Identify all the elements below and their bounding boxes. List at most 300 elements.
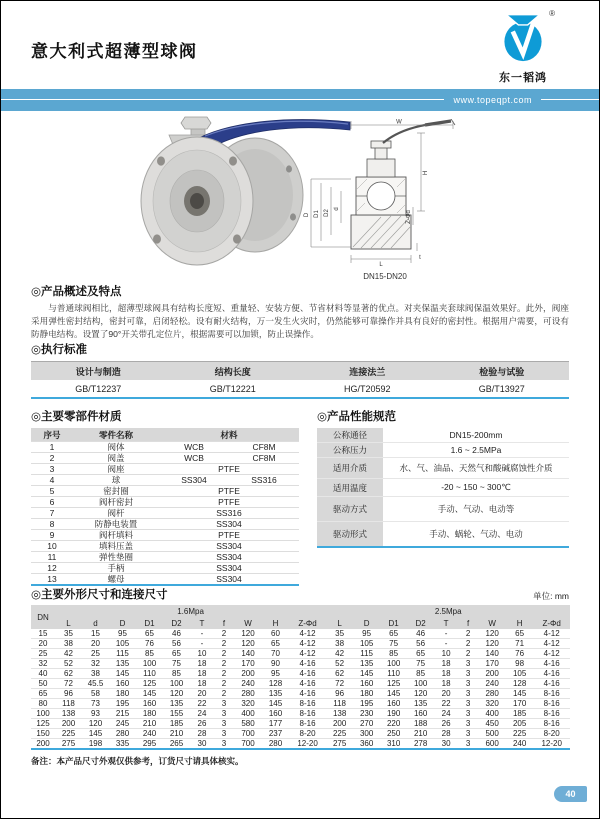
- dim-16mpa: 200: [234, 669, 262, 679]
- dim-25mpa: 12-20: [533, 739, 570, 750]
- dims-row: [31, 629, 570, 639]
- standard-value: HG/T20592: [343, 383, 391, 394]
- material-1: SS316: [159, 508, 299, 519]
- dim-25mpa: 4-16: [533, 679, 570, 689]
- dn-header: DN: [31, 605, 55, 629]
- materials-row: [31, 464, 299, 475]
- dim-25mpa: 96: [326, 689, 353, 699]
- material-1: PTFE: [159, 464, 299, 475]
- column-header: L: [326, 617, 353, 629]
- materials-row: [31, 453, 299, 464]
- dim-25mpa: 120: [478, 639, 506, 649]
- dim-25mpa: 35: [326, 629, 353, 639]
- dim-16mpa: 120: [82, 719, 109, 729]
- dim-16mpa: 2: [214, 689, 234, 699]
- materials-row: [31, 497, 299, 508]
- dim-25mpa: 138: [326, 709, 353, 719]
- dim-16mpa: 140: [234, 649, 262, 659]
- column-header: f: [458, 617, 478, 629]
- spec-label: 驱动形式: [317, 522, 383, 548]
- dn-value: 150: [31, 729, 55, 739]
- dims-row: [31, 679, 570, 689]
- dim-16mpa: 160: [262, 709, 289, 719]
- dim-25mpa: 160: [407, 709, 434, 719]
- spec-label: 适用温度: [317, 479, 383, 497]
- dim-25mpa: 71: [506, 639, 533, 649]
- dim-25mpa: 65: [506, 629, 533, 639]
- section-performance: [317, 408, 569, 586]
- dim-16mpa: 4-16: [289, 679, 326, 689]
- dim-25mpa: 270: [353, 719, 380, 729]
- dim-25mpa: 160: [380, 699, 407, 709]
- dn-value: 40: [31, 669, 55, 679]
- performance-row: [317, 522, 569, 548]
- dim-25mpa: 115: [353, 649, 380, 659]
- dim-25mpa: 145: [506, 689, 533, 699]
- dim-16mpa: 42: [55, 649, 82, 659]
- two-column-area: [31, 408, 569, 586]
- standard-value: GB/T13927: [478, 383, 525, 394]
- dim-16mpa: 18: [190, 679, 214, 689]
- part-name: 防静电装置: [73, 519, 159, 530]
- dim-25mpa: 400: [478, 709, 506, 719]
- dim-25mpa: 26: [434, 719, 458, 729]
- dim-16mpa: 65: [136, 629, 163, 639]
- dim-16mpa: 280: [234, 689, 262, 699]
- dim-label-d2: D2: [324, 209, 330, 217]
- column-header: D2: [163, 617, 190, 629]
- spec-label: 公称压力: [317, 443, 383, 458]
- dim-16mpa: 2: [214, 639, 234, 649]
- dim-16mpa: 45.5: [82, 679, 109, 689]
- website-link[interactable]: www.topeqpt.com: [444, 89, 541, 111]
- dim-25mpa: 65: [407, 649, 434, 659]
- dim-25mpa: 600: [478, 739, 506, 750]
- dim-16mpa: 275: [55, 739, 82, 750]
- dims-row: [31, 659, 570, 669]
- dim-16mpa: 180: [136, 709, 163, 719]
- dim-16mpa: 32: [82, 659, 109, 669]
- part-name: 阀杆填料: [73, 530, 159, 541]
- dim-16mpa: 135: [163, 699, 190, 709]
- dim-25mpa: 188: [407, 719, 434, 729]
- dim-25mpa: 310: [380, 739, 407, 750]
- standard-value: GB/T12221: [209, 383, 256, 394]
- column-header: T: [434, 617, 458, 629]
- dim-25mpa: 240: [478, 679, 506, 689]
- section-title-materials: ◎主要零部件材质: [31, 411, 122, 423]
- registered-mark: ®: [549, 9, 555, 18]
- dim-25mpa: 250: [380, 729, 407, 739]
- dimensions-header: [31, 586, 569, 602]
- dim-25mpa: 24: [434, 709, 458, 719]
- dim-16mpa: 24: [190, 709, 214, 719]
- dn-value: 80: [31, 699, 55, 709]
- spec-value: 手动、气动、电动等: [383, 497, 569, 522]
- section-overview: [31, 283, 569, 341]
- performance-row: [317, 458, 569, 479]
- website-banner: [1, 89, 599, 111]
- material-1: SS304: [159, 574, 299, 586]
- dim-16mpa: 3: [214, 739, 234, 750]
- column-header: D2: [407, 617, 434, 629]
- performance-row: [317, 497, 569, 522]
- materials-row: [31, 519, 299, 530]
- material-2: SS316: [229, 475, 299, 486]
- dn-value: 25: [31, 649, 55, 659]
- dim-16mpa: 3: [214, 699, 234, 709]
- dim-25mpa: 160: [353, 679, 380, 689]
- material-1: SS304: [159, 475, 229, 486]
- dim-25mpa: 18: [434, 659, 458, 669]
- dim-16mpa: 185: [163, 719, 190, 729]
- materials-row: [31, 475, 299, 486]
- dim-25mpa: 320: [478, 699, 506, 709]
- performance-row: [317, 428, 569, 443]
- dim-25mpa: 110: [380, 669, 407, 679]
- performance-row: [317, 479, 569, 497]
- dim-label-zfd: Z-Φd: [406, 210, 412, 224]
- dim-16mpa: 95: [109, 629, 136, 639]
- part-name: 阀杆密封: [73, 497, 159, 508]
- dim-25mpa: 75: [380, 639, 407, 649]
- dim-25mpa: 8-20: [533, 729, 570, 739]
- dim-16mpa: 38: [55, 639, 82, 649]
- dim-25mpa: 135: [407, 699, 434, 709]
- dim-16mpa: 335: [109, 739, 136, 750]
- part-no: 3: [31, 464, 73, 475]
- dim-25mpa: -: [434, 639, 458, 649]
- materials-row: [31, 508, 299, 519]
- dim-25mpa: 105: [506, 669, 533, 679]
- dim-25mpa: 4-12: [533, 639, 570, 649]
- dim-label-d-outer: D: [304, 212, 310, 218]
- dim-25mpa: 100: [380, 659, 407, 669]
- dim-25mpa: 3: [458, 699, 478, 709]
- dn-value: 32: [31, 659, 55, 669]
- dim-25mpa: 225: [326, 729, 353, 739]
- dim-16mpa: 125: [136, 679, 163, 689]
- dim-25mpa: 3: [458, 729, 478, 739]
- dim-25mpa: 18: [434, 679, 458, 689]
- dim-25mpa: 2: [458, 629, 478, 639]
- dim-25mpa: 450: [478, 719, 506, 729]
- dim-16mpa: 320: [234, 699, 262, 709]
- materials-row: [31, 530, 299, 541]
- dim-16mpa: 8-16: [289, 709, 326, 719]
- dim-25mpa: 8-16: [533, 689, 570, 699]
- dim-25mpa: 120: [407, 689, 434, 699]
- dims-row: [31, 639, 570, 649]
- unit-label: 单位: mm: [533, 591, 569, 601]
- column-header: Z-Φd: [533, 617, 570, 629]
- dim-label-l: L: [379, 262, 383, 267]
- column-header: T: [190, 617, 214, 629]
- dim-16mpa: 18: [190, 659, 214, 669]
- dim-16mpa: 85: [136, 649, 163, 659]
- dim-16mpa: 180: [109, 689, 136, 699]
- dim-16mpa: 170: [234, 659, 262, 669]
- dim-16mpa: 62: [55, 669, 82, 679]
- column-header: W: [234, 617, 262, 629]
- dn-value: 200: [31, 739, 55, 750]
- dims-row: [31, 649, 570, 659]
- performance-table: [317, 428, 569, 548]
- dim-16mpa: 2: [214, 669, 234, 679]
- standards-header-row: [31, 362, 569, 381]
- dim-25mpa: 145: [353, 669, 380, 679]
- dim-25mpa: 62: [326, 669, 353, 679]
- dims-row: [31, 699, 570, 709]
- dim-25mpa: 56: [407, 639, 434, 649]
- dim-16mpa: 3: [214, 729, 234, 739]
- dn-value: 100: [31, 709, 55, 719]
- dim-16mpa: 4-16: [289, 689, 326, 699]
- dim-25mpa: 8-16: [533, 699, 570, 709]
- dim-16mpa: 58: [82, 689, 109, 699]
- dim-16mpa: 73: [82, 699, 109, 709]
- dim-25mpa: 20: [434, 689, 458, 699]
- spec-label: 驱动方式: [317, 497, 383, 522]
- dim-16mpa: 138: [55, 709, 82, 719]
- dim-16mpa: 580: [234, 719, 262, 729]
- drawing-caption: DN15-DN20: [363, 272, 407, 281]
- dim-16mpa: 280: [109, 729, 136, 739]
- material-1: PTFE: [159, 497, 299, 508]
- dim-16mpa: 65: [262, 639, 289, 649]
- dim-25mpa: 210: [407, 729, 434, 739]
- dim-25mpa: 135: [353, 659, 380, 669]
- dim-25mpa: 360: [353, 739, 380, 750]
- dim-16mpa: 4-16: [289, 669, 326, 679]
- dim-16mpa: 210: [163, 729, 190, 739]
- dim-16mpa: 155: [163, 709, 190, 719]
- performance-row: [317, 443, 569, 458]
- dim-16mpa: 145: [262, 699, 289, 709]
- materials-header-row: [31, 428, 299, 442]
- dn-value: 20: [31, 639, 55, 649]
- part-no: 6: [31, 497, 73, 508]
- part-no: 9: [31, 530, 73, 541]
- part-name: 阀杆: [73, 508, 159, 519]
- dimension-drawing-icon: [299, 119, 471, 267]
- dim-16mpa: 2: [214, 679, 234, 689]
- dim-16mpa: 145: [82, 729, 109, 739]
- dim-16mpa: 8-16: [289, 719, 326, 729]
- material-1: WCB: [159, 453, 229, 464]
- dim-25mpa: 128: [506, 679, 533, 689]
- section-title-overview: ◎产品概述及特点: [31, 286, 122, 298]
- dim-label-d1: D1: [314, 210, 320, 218]
- column-header: W: [478, 617, 506, 629]
- dim-25mpa: 190: [380, 709, 407, 719]
- dim-25mpa: 3: [458, 689, 478, 699]
- material-1: SS304: [159, 519, 299, 530]
- dim-16mpa: 215: [109, 709, 136, 719]
- dim-label-h: H: [423, 170, 429, 176]
- dn-value: 65: [31, 689, 55, 699]
- dim-16mpa: 2: [214, 649, 234, 659]
- dim-16mpa: 70: [262, 649, 289, 659]
- dim-16mpa: 160: [109, 679, 136, 689]
- materials-row: [31, 574, 299, 586]
- dim-25mpa: 205: [506, 719, 533, 729]
- dim-25mpa: -: [434, 629, 458, 639]
- dim-25mpa: 100: [407, 679, 434, 689]
- dim-25mpa: 185: [506, 709, 533, 719]
- dim-25mpa: 230: [353, 709, 380, 719]
- dim-16mpa: 237: [262, 729, 289, 739]
- dim-25mpa: 28: [434, 729, 458, 739]
- dim-25mpa: 280: [478, 689, 506, 699]
- dim-16mpa: 2: [214, 629, 234, 639]
- part-no: 11: [31, 552, 73, 563]
- spec-label: 公称通径: [317, 428, 383, 443]
- dim-16mpa: 72: [55, 679, 82, 689]
- section-dimensions: [31, 586, 569, 767]
- part-name: 密封圈: [73, 486, 159, 497]
- dim-16mpa: 280: [262, 739, 289, 750]
- dim-25mpa: 10: [434, 649, 458, 659]
- spec-label: 适用介质: [317, 458, 383, 479]
- dim-25mpa: 500: [478, 729, 506, 739]
- dim-16mpa: 90: [262, 659, 289, 669]
- dim-16mpa: 115: [109, 649, 136, 659]
- column-header: 连接法兰: [300, 362, 435, 381]
- dim-25mpa: 3: [458, 679, 478, 689]
- dim-25mpa: 140: [478, 649, 506, 659]
- column-header: D: [109, 617, 136, 629]
- spec-value: 1.6 ~ 2.5MPa: [383, 443, 569, 458]
- dim-16mpa: 18: [190, 669, 214, 679]
- dim-16mpa: 120: [234, 629, 262, 639]
- dim-16mpa: 4-12: [289, 649, 326, 659]
- part-no: 12: [31, 563, 73, 574]
- dim-25mpa: 4-12: [533, 629, 570, 639]
- dim-25mpa: 18: [434, 669, 458, 679]
- dimensions-table: [31, 605, 570, 750]
- dim-25mpa: 300: [353, 729, 380, 739]
- dim-16mpa: 200: [55, 719, 82, 729]
- dim-25mpa: 180: [353, 689, 380, 699]
- dim-16mpa: -: [190, 639, 214, 649]
- dim-16mpa: 3: [214, 719, 234, 729]
- column-header: H: [506, 617, 533, 629]
- part-name: 弹性垫圈: [73, 552, 159, 563]
- dims-row: [31, 689, 570, 699]
- material-1: WCB: [159, 442, 229, 453]
- materials-row: [31, 486, 299, 497]
- dim-16mpa: 38: [82, 669, 109, 679]
- dim-16mpa: 52: [55, 659, 82, 669]
- section-title-dimensions: ◎主要外形尺寸和连接尺寸: [31, 589, 168, 601]
- dim-25mpa: 275: [326, 739, 353, 750]
- section-title-performance: ◎产品性能规范: [317, 411, 397, 423]
- materials-row: [31, 541, 299, 552]
- dim-16mpa: 4-12: [289, 629, 326, 639]
- dim-16mpa: 120: [163, 689, 190, 699]
- page-number: 40: [565, 789, 576, 799]
- section-materials: [31, 408, 299, 586]
- dim-16mpa: 8-16: [289, 699, 326, 709]
- material-2: CF8M: [229, 442, 299, 453]
- column-header: D: [353, 617, 380, 629]
- spec-value: 水、气、油品、天然气和酸碱腐蚀性介质: [383, 458, 569, 479]
- dim-25mpa: 225: [506, 729, 533, 739]
- dim-25mpa: 30: [434, 739, 458, 750]
- column-header: Z-Φd: [289, 617, 326, 629]
- part-no: 13: [31, 574, 73, 586]
- dim-16mpa: 100: [136, 659, 163, 669]
- dim-16mpa: 95: [262, 669, 289, 679]
- dims-row: [31, 709, 570, 719]
- dims-row: [31, 729, 570, 739]
- dim-16mpa: 135: [262, 689, 289, 699]
- dim-16mpa: 22: [190, 699, 214, 709]
- part-no: 8: [31, 519, 73, 530]
- dim-25mpa: 52: [326, 659, 353, 669]
- dim-16mpa: 100: [163, 679, 190, 689]
- material-1: SS304: [159, 552, 299, 563]
- dim-16mpa: 265: [163, 739, 190, 750]
- dim-16mpa: 4-16: [289, 659, 326, 669]
- logo-icon: [500, 11, 546, 63]
- page-title: 意大利式超薄型球阀: [31, 42, 198, 61]
- dim-16mpa: 195: [109, 699, 136, 709]
- materials-row: [31, 563, 299, 574]
- dim-16mpa: 60: [262, 629, 289, 639]
- dim-25mpa: 8-16: [533, 709, 570, 719]
- dim-16mpa: 105: [109, 639, 136, 649]
- dim-25mpa: 2: [458, 639, 478, 649]
- material-1: SS304: [159, 563, 299, 574]
- dim-16mpa: 240: [234, 679, 262, 689]
- column-header: D1: [380, 617, 407, 629]
- dim-16mpa: 25: [82, 649, 109, 659]
- dim-16mpa: 20: [190, 689, 214, 699]
- overview-text: 与普通球阀相比，超薄型球阀具有结构长度短、重量轻、安装方便、节省材料等显著的优点。对夹保温夹套球阀保温效果好。此外，阀座采用弹性密封结构，密封可靠，启闭轻松。设有耐火结构，万一发生火灾时，仍然能够可靠操作并具有良好的密封性。根据用户需要，可设有防静电结构。设置了90°开关带孔定位片，根据需要可以加锁，防止误操作。: [31, 303, 569, 339]
- column-header: 设计与制造: [31, 362, 166, 381]
- dim-16mpa: 700: [234, 739, 262, 750]
- dim-16mpa: 240: [136, 729, 163, 739]
- column-header: f: [214, 617, 234, 629]
- dn-value: 125: [31, 719, 55, 729]
- dim-25mpa: 42: [326, 649, 353, 659]
- dim-16mpa: 46: [163, 629, 190, 639]
- dim-16mpa: 26: [190, 719, 214, 729]
- dim-25mpa: 3: [458, 709, 478, 719]
- dim-16mpa: 245: [109, 719, 136, 729]
- part-no: 4: [31, 475, 73, 486]
- dim-25mpa: 3: [458, 659, 478, 669]
- dim-25mpa: 4-16: [533, 659, 570, 669]
- column-header: 序号: [31, 428, 73, 442]
- column-header: 结构长度: [166, 362, 301, 381]
- dim-25mpa: 85: [380, 649, 407, 659]
- part-no: 1: [31, 442, 73, 453]
- dim-16mpa: 8-20: [289, 729, 326, 739]
- dims-row: [31, 739, 570, 750]
- page-header: [1, 1, 599, 89]
- materials-table: [31, 428, 299, 586]
- dim-label-d-small: d: [334, 207, 340, 211]
- standard-value: GB/T12237: [75, 383, 122, 394]
- material-1: PTFE: [159, 486, 299, 497]
- material-1: PTFE: [159, 530, 299, 541]
- dim-25mpa: 2: [458, 649, 478, 659]
- part-no: 5: [31, 486, 73, 497]
- dim-16mpa: 210: [136, 719, 163, 729]
